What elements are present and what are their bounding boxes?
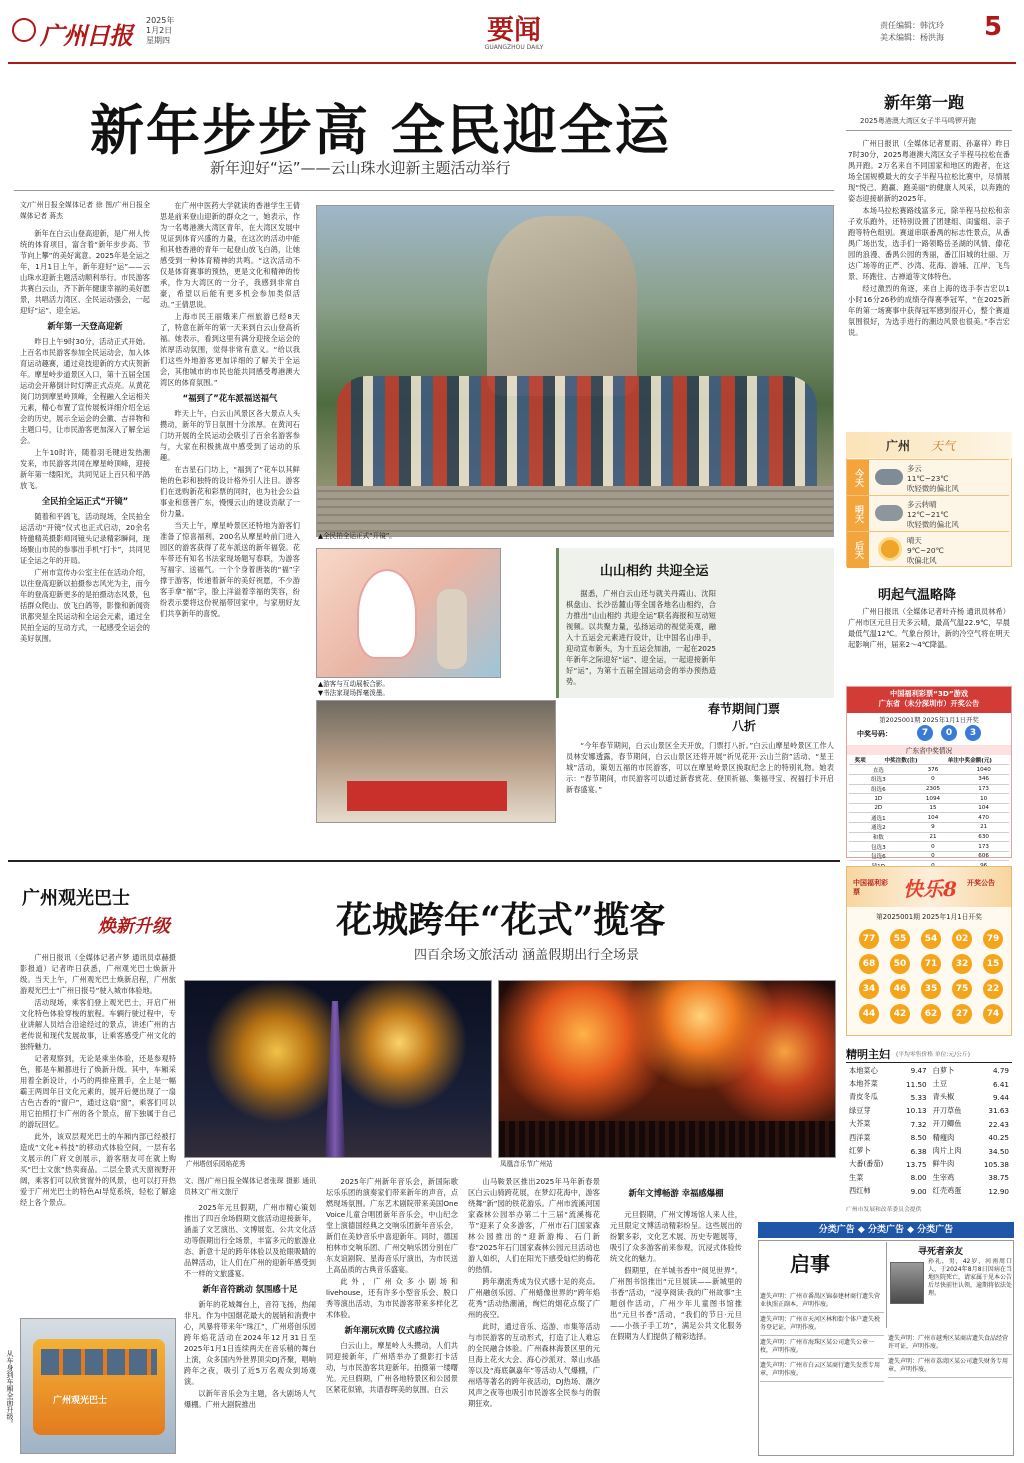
crowd-silhouette [499, 1121, 836, 1158]
missing-title: 寻死者亲友 [918, 1247, 964, 1257]
flower-paragraph: 以新年音乐会为主题，各大剧场人气爆棚。广州大剧院推出 [184, 1389, 316, 1409]
weather-row-tomorrow [847, 495, 1009, 531]
weather-text: 晴天 9℃~20℃ 吹偏北风 [907, 536, 944, 565]
veg-title: 精明主妇 [846, 1048, 890, 1061]
weather-header [846, 432, 1012, 458]
happy8-header [847, 867, 1011, 907]
bus-body [33, 1339, 165, 1435]
lead-headline: 新年步步高 全民迎全运 [90, 98, 671, 162]
lottery-table-title: 广东省中奖情况 [847, 745, 1011, 755]
veg-row: 大芥菜 7.32 开刀鲫鱼 22.43 [849, 1119, 1009, 1129]
lottery-row: 通选1 104 470 [849, 813, 1009, 823]
bus-photo [20, 1318, 176, 1454]
weather-text: 多云 11℃~23℃ 吹轻微的偏北风 [907, 464, 959, 493]
red-couplet-paper [347, 781, 507, 811]
ad-line: 遗失声明：广州市天河区林和街个体户遗失税务登记证，声明作废。 [760, 1313, 884, 1336]
lead-subhead-2: 全民拍全运正式“开镜” [41, 496, 129, 506]
weather-row-today [847, 459, 1009, 495]
happy8-brand: 中国福利彩票 [853, 879, 888, 896]
lead-paragraph: 新年在白云山登高迎新，是广州人传统的体育项目，富含着“新年步步高、节节向上攀”的美好寓意。2025年是全运之年，1月1日上午，新年迎好“运”——云山珠水迎新主题活动顺利举行。市民游客共赛白云山，齐下新年健康幸福的美好愿景，共唱活力湾区、全民运动强会，一起迎好“运”、迎全运。 [20, 229, 150, 315]
calligraphy-photo [316, 700, 556, 823]
lottery-row: 组选6 2305 173 [849, 784, 1009, 794]
happy8-ball: 42 [890, 1004, 910, 1024]
lottery-ball: 7 [917, 725, 933, 741]
flower-paragraph: 山马鞍景区推出2025年马年新春景区白云山骑跨花展，在梦幻花海中，游客绕舞“新”园的铁花游乐。广州市流溪河国家森林公园举办第二十三届“流溪梅花节”迎来了众多游客，广州市石门国家森林公园推出的“迎新游梅、石门新春”2025年石门国家森林公园元旦活动也游人如织，人们在阳光下感受灿烂的梅花的热情。 [468, 1177, 600, 1274]
lottery-draw-label: 中奖号码： [857, 730, 892, 738]
bus-column [20, 952, 176, 1312]
happy8-ball: 50 [890, 954, 910, 974]
veg-row: 绿豆芽 10.13 开刀草鱼 31.63 [849, 1105, 1009, 1116]
bus-paragraph: 广州日报讯（全媒体记者卢梦 通讯员卓赫摄影报道）记者昨日获悉，广州观光巴士焕新升级。当天上午，广州观光巴士焕新启程，广州旅游观光巴士“广州日报号”驶入城市体验地。 [20, 953, 176, 995]
happy8-ball: 55 [890, 929, 910, 949]
happy8-ball: 68 [859, 954, 879, 974]
lead-paragraph: 上午10时许，随着羽毛键迸发热潮发来，市民游客共同在摩星岭顶峰，迎接新年第一缕阳光，共同见证上百只和平鸽放飞。 [20, 448, 150, 490]
lead-paragraph: 昨天上午，白云山风景区各大景点人头攒动，新年的节日氛围十分浓厚。在黄河石门坊开展的全民运动会吸引了百余名游客参与，大家在积极挑战中感受到了运动的乐趣。 [160, 409, 300, 462]
photo-caption-1: ▲全民拍全运正式“开镜”。 [318, 532, 396, 540]
flower-subheadline: 四百余场文旅活动 涵盖假期出行全场景 [414, 948, 640, 963]
lottery-row: 包选3 0 173 [849, 842, 1009, 852]
veg-row: 西洋菜 8.50 精瘦肉 40.25 [849, 1132, 1009, 1143]
lead-paragraph: 在广州中医药大学就读的香港学生王倩思是前来登山迎新的群众之一，她表示，作为一名粤港澳大湾区青年，在大湾区发展中见证到体育兴盛的力量，在这次的活动中能和其他香港的青年一起登山放飞白鸽，让她感受到一种体育精神的共鸣。“这次活动不仅是体育赛事的预热，更是文化和精神的传承，作为大湾区的一分子，我感到非常自豪，希望以后能有更多机会参加类似活动。”王倩思说。 [160, 201, 300, 309]
veg-row: 红萝卜 6.38 肉片上肉 34.50 [849, 1146, 1009, 1156]
veg-row: 本地芥菜 11.50 土豆 6.41 [849, 1079, 1009, 1089]
lottery-row: 和数 21 630 [849, 832, 1009, 842]
lead-paragraph: 随着和平鸽飞，活动现场，全民拍全运活动“开镜”仪式也正式启动，20余名特邀精英摄影师同镜头记录精彩瞬间，现场聚山市民的参事出手机“打卡”，共同见证全运之年的开局。 [20, 512, 150, 565]
weather-day-label: 今天 [847, 460, 869, 496]
section-subtitle: GUANGZHOU DAILY [484, 44, 544, 51]
veg-row: 生菜 8.00 生宰鸡 38.75 [849, 1172, 1009, 1183]
flower-subhead-1: 新年音符跳动 氛围感十足 [202, 1284, 298, 1294]
editor-line: 责任编辑：韩沈玲 [880, 21, 944, 30]
cloud-icon [875, 505, 903, 521]
happy8-ball: 54 [921, 929, 941, 949]
sidebar-1-text: 据悉，广州白云山还与就关丹霞山、沈阳棋盘山、长沙岳麓山等全国各地名山相约，合力推出“山山相约 共迎全运”联名海报和互动短视频。以共聚力量，弘扬运动的视觉美观，融入十五运会元素进行设计，让中国名山串手，迎动宣布新头，为十五运会加油，一起在2025年新年之际迎好“运”、迎全运，一起迎接新年好“运”，为第十五届全国运动会的举办预热造势。 [566, 589, 716, 686]
veg-table [846, 1064, 1012, 1198]
bus-paragraph: 此外，该双层观光巴士的车厢内部已经被打造成“文化+科技”的移动式体验空间，一层有名文展示的广府文创展示，游客朋友可在就上购买“巴士文旅”热卖商品。二层全景式天窗视野开阔，乘客们可以欣赏窗外的风景，也可以打开热爱于广州光巴士的特色AI导览系统，轻松了解途经上各个景点。 [20, 1132, 176, 1207]
lead-subhead-1: 新年第一天登高迎新 [47, 321, 123, 331]
lead-column-2 [160, 200, 300, 840]
ad-list-right [888, 1332, 1012, 1378]
photo-caption-right: 凤凰音乐节广州站 [500, 1160, 553, 1168]
lead-paragraph: 上海市民王丽娥来广州旅游已经8天了，特意在新年的第一天来到白云山登高祈福。她表示，看到这里有满分迎接全运会的浓厚活动氛围，觉得非常有意义。“给以我们这些外地游客更加详细的了解关于全运会，其他城市的市民也能共同感受粤港澳大湾区的体育氛围。” [160, 312, 300, 387]
run-paragraph: 本场马拉松赛路线富多元，除半程马拉松和亲子欢乐跑外，还特别设置了团建组、闺蜜组、亲子跑等特色组别。赛道串联番禺的标志性景点，从番禺广场出发，选手们一路领略岳圣湖的风情、傣花园的浪漫、番禺公园的秀丽，番江旧城的壮丽、万达广场等的正严、沙湾、花海、游埔、江岸、飞鸟景、环跑住、古禅道等文体特色。 [848, 206, 1010, 281]
lead-photo-group [316, 205, 834, 537]
happy8-ball: 74 [983, 1004, 1003, 1024]
happy8-title: 快乐8 [903, 877, 957, 901]
flower-column-2 [326, 1176, 458, 1456]
sidebar-2-text: “今年春节期间，白云山景区全天开放，门票打八折。”白云山摩星岭景区工作人员林安娜透露，春节期间，白云山景区还将开展“祈见花开·云山兰韵”活动、“星王城”活动，策划五福的市民游客，可以在摩星岭景区换取纪念上的特别礼物。她表示：“春节期间，市民游客可以通过新春赏花、登顶祈福、集福寻宝、祝福打卡开启新春盛宴。” [566, 741, 834, 794]
weather-day-label: 后天 [847, 532, 869, 568]
run-paragraph: 经过激烈的角逐，来自上海的选手李吉宏以1小时16分26秒的成绩夺得赛季冠军，“在2025新年的第一场赛事中获得冠军感到很开心，整个赛道氛围很好，为选手进行的潮边风景也很美。”李吉宏说。 [848, 284, 1010, 337]
ad-line: 遗失声明：广州市越秀区某商店遗失食品经营许可证，声明作废。 [888, 1332, 1012, 1355]
happy8-ball: 22 [983, 979, 1003, 999]
happy8-ball: 75 [952, 979, 972, 999]
lottery-row: 直选 376 1040 [849, 765, 1009, 775]
happy8-ball: 62 [921, 1004, 941, 1024]
photo-caption-2a: ▲游客与互动展板合影。 [318, 680, 390, 688]
happy8-ball: 15 [983, 954, 1003, 974]
happy8-box [846, 866, 1012, 1036]
veg-row: 青皮冬瓜 5.33 青头椒 9.44 [849, 1092, 1009, 1102]
happy8-ball: 79 [983, 929, 1003, 949]
lead-byline: 文/广州日报全媒体记者 徐 图/广州日报全媒体记者 蒋杰 [20, 201, 150, 220]
weather-city: 广州 [886, 439, 911, 453]
run-subtitle: 2025粤港澳大湾区女子半马鸣锣开跑 [860, 117, 976, 125]
flower-column-1 [184, 1176, 316, 1456]
weather-headline: 明起气温略降 [878, 588, 957, 603]
ad-line: 遗失声明：广州市番禺区锦泰建材商行遗失营业执照正副本，声明作废。 [760, 1290, 884, 1313]
lottery-ball: 3 [965, 725, 981, 741]
date-line-2: 1月2日 [146, 26, 173, 35]
flower-paragraph: 此外，广州众多小剧场和livehouse，还有许多小型音乐会、脱口秀等演出活动，为市民游客带来多样化艺术体验。 [326, 1277, 458, 1319]
flower-paragraph: 白云山上，摩星岭人头攒动，人们共同迎接新年，广州塔举办了摄影打卡活动，与市民游客共迎新年。拍摄第一缕曙光。元旦假期，广州各地特景区和公园景区紧花似锦，共谱春晖美的氛围。白云 [326, 1341, 458, 1394]
visitor-figure [437, 589, 467, 669]
bus-windows [41, 1349, 157, 1375]
lottery-row: 2D 15 104 [849, 803, 1009, 813]
notice-title: 启事 [790, 1252, 830, 1276]
happy8-ball: 02 [952, 929, 972, 949]
lottery-row: 包选6 0 606 [849, 851, 1009, 861]
lottery-row: 通选2 9 21 [849, 823, 1009, 833]
photo-caption-2b: ▼书法家现场挥毫泼墨。 [318, 689, 390, 697]
sidebar-2-title: 春节期间门票八折 [707, 702, 780, 733]
happy8-ball: 35 [921, 979, 941, 999]
flower-subhead-3: 新年文博畅游 幸福感爆棚 [628, 1188, 724, 1198]
weather-day-label: 明天 [847, 496, 869, 532]
flower-paragraph: 跨年潮流秀成为仪式感十足的亮点。广州融创乐园、广州蜡像世界的“跨年焰花秀”活动热潮涌，绚烂的烟花点缀了广州的夜空。 [468, 1277, 600, 1319]
happy8-ball: 34 [859, 979, 879, 999]
flower-paragraph: 2025年元旦假期，广州市精心策划推出了四百余场假期文旅活动迎接新年，涵盖了文艺演出、文博展览、公共文化活动等假期出行全场景，丰富多元的旅游业态、新意十足的跨年体验以及抢眼吸睛的品牌活动，让人们在广州的迎新年感受到不一样的文旅盛宴。 [184, 1203, 316, 1278]
missing-person-photo [890, 1262, 924, 1304]
ads-banner: 分类广告 ◆ 分类广告 ◆ 分类广告 [758, 1222, 1014, 1238]
lottery-table: 奖项 中奖注数(注) 单注中奖金额(元) [849, 755, 1009, 765]
lottery-ball: 0 [941, 725, 957, 741]
veg-source: 广州市发展和改革委员会提供 [846, 1207, 922, 1213]
lead-paragraph: 昨日上午9时30分，活动正式开始。上百名市民游客参加全民运动会，加入体育运动趣赛，通过竞技迎新的方式庆贺新年。摩星岭步道景区入口，第十五届全国运动会开幕倒计时灯牌正式点亮。从黄花岗门坊到摩星岭顶峰，全程融入全运相关元素，精心布置了宣传展板详细介绍全运会的历史，展示全运会的会徽、吉祥物和主题口号，让市民游客更加深入了解全运会。 [20, 337, 150, 445]
mascot-photo [316, 548, 501, 678]
crowd-group [337, 376, 817, 486]
photo-caption-left: 广州塔创乐园焰花秀 [186, 1160, 246, 1168]
ad-line: 遗失声明：广州市荔湾区某公司遗失财务专用章，声明作废。 [888, 1355, 1012, 1378]
flower-column-3 [468, 1176, 600, 1456]
veg-row: 西红柿 9.00 红壳鸡蛋 12.90 [849, 1186, 1009, 1196]
designer-line: 美术编辑：杨洪海 [880, 33, 944, 42]
lead-paragraph: 广州市宣传办公室主任在活动介绍，以往登高迎新以拍摄参志风光为主，而今年的登高迎新更多的是拍摄动态风景，包括群众爬山、放飞白鸽等，影像和新闻资讯都突显全民运动和全运会元素，通过全民拍全运的互动方式，一起感受全运会的美好氛围。 [20, 568, 150, 643]
veg-row: 大番(番茄) 13.75 鲜牛肉 105.38 [849, 1159, 1009, 1169]
bus-paragraph: 活动现场，乘客们登上观光巴士，开启广州文化特色体验穿梭的旅程。车辆行驶过程中，专业讲解人员结合沿途经过的景点，讲述广州的古老传说和现代发展故事，让乘客感受广州文化的独特魅力。 [20, 998, 176, 1051]
bus-side-caption: 从车身到车厢全面升级。 [6, 1350, 14, 1427]
missing-text: 孙礼，男，42岁，河南周口人，于2024年8月8日因病在当地医院死亡，请家属于见本公告后尽快前往认领，逾期将依法处理。 [928, 1258, 1012, 1297]
cloud-icon [875, 469, 903, 485]
happy8-subtitle: 开奖公告 [967, 879, 995, 887]
flower-paragraph: 2025年广州新年音乐会，新国际歌坛乐乐团的演奏家们带来新年的声音，点燃现场氛围。广东艺术剧院带来美国One Voice儿童合唱团新年音乐会，中山纪念堂上演德国经典之交响乐团新年音乐会，新们在美妙音乐中喜迎新年。同时，德国柏林市交响乐团、广州交响乐团分别在广东友谊剧院、星海音乐厅演出，为市民送上高品质的古典音乐盛宴。 [326, 1177, 458, 1274]
paper-logo-icon [12, 18, 36, 42]
veg-row: 本地菜心 9.47 白萝卜 4.79 [849, 1065, 1009, 1076]
ad-line: 遗失声明：广州市海珠区某公司遗失公章一枚，声明作废。 [760, 1336, 884, 1359]
weather-text: 多云转晴 12℃~21℃ 吹轻微的偏北风 [907, 500, 959, 529]
happy8-ball: 27 [952, 1004, 972, 1024]
bus-paragraph: 记者观察到，无论是乘坐体验，还是参观特色，都是车厢都进行了焕新升级。其中，车厢采用着全新设计，小巧的两排座置手，全上是一幅霸王两周年日文化元素的，展开后便出现了一扇古色古香的“窗户”，通过这扇“窗”，乘客们可以用它拍照打卡广州的各个景点，留下独属于自己的游玩回忆。 [20, 1054, 176, 1129]
happy8-ball: 32 [952, 954, 972, 974]
masthead [0, 0, 1024, 70]
paper-name: 广州日报 [40, 21, 132, 50]
fireworks-photo-right [498, 980, 836, 1158]
lottery-3d-box [846, 686, 1012, 861]
date-line-1: 2025年 [146, 16, 175, 25]
lead-column-1 [20, 200, 150, 840]
sidebar-1-title: 山山相约 共迎全运 [600, 564, 709, 579]
flower-headline: 花城跨年“花式”揽客 [336, 899, 666, 941]
ad-list [760, 1290, 884, 1382]
monument-stone [487, 216, 637, 396]
lottery-table-body [849, 765, 1009, 881]
section-title: 要闻 [487, 15, 541, 46]
flower-column-4 [610, 1176, 742, 1456]
lottery-row: 1D 1094 10 [849, 794, 1009, 804]
happy8-ball: 46 [890, 979, 910, 999]
bus-slogan: 焕新升级 [98, 916, 170, 937]
lottery-header: 中国福利彩票“3D”游戏 广东省（未分深圳市）开奖公告 [847, 687, 1011, 713]
mascot-figure [357, 569, 417, 659]
lottery-row: 组选3 0 346 [849, 775, 1009, 785]
flower-paragraph: 假期里，在羊城书香中“阅见世界”。广州图书馆推出“元旦展读——新城里的书香”活动，“浸享阅读·我的广州故事”主题创作活动，广州少年儿童图书馆推出“元旦书香”活动，“我们的节日·元旦——小孩子手工坊”，满足公共文化服务在假期为人们提供了精彩选择。 [610, 1266, 742, 1341]
tower-silhouette [325, 1001, 345, 1158]
happy8-ball: 44 [859, 1004, 879, 1024]
happy8-draw: 第2025001期 2025年1月1日开奖 [876, 913, 982, 921]
weather-row-after [847, 531, 1009, 567]
happy8-ball: 77 [859, 929, 879, 949]
flower-paragraph: 新年的花城舞台上，音符飞扬，热闹非凡。作为中国烟花最大的展销和消费中心，风暴将带来年“珠江”，广州塔创乐园跨年焰花活动在2024年12月31日至2025年1月1日连续两天在音乐稍的舞台上演，众多国内外世界顶尖DJ齐聚，唱响跨年之夜，吸引了近5万名观众到场观演。 [184, 1300, 316, 1386]
ad-line: 遗失声明：广州市白云区某商行遗失发票专用章，声明作废。 [760, 1359, 884, 1382]
lead-subheadline: 新年迎好“运”——云山珠水迎新主题活动举行 [210, 159, 511, 177]
bus-photo-label: 广州观光巴士 [53, 1396, 108, 1406]
lottery-draw: 第2025001期 2025年1月1日开奖 [879, 716, 979, 724]
happy8-ball: 71 [921, 954, 941, 974]
flower-byline: 文、图/广州日报全媒体记者张琛 摄影 通讯员林文广州文旅厅 [184, 1177, 316, 1196]
stone-steps [317, 486, 834, 537]
veg-box [846, 1044, 1012, 1216]
lead-paragraph: 当天上午，摩星岭景区还特地为游客们准备了惊喜福利，200名从摩星岭前门进入园区的游客获得了花车派送的新年福袋。花车带还有知名书法家现场题写春联，为游客写福字、送福气。一个个身着唐装的“福”字撑于游客，传递着新年的美好祝愿，不少游客手拿“福”字，脸上洋溢着幸福的笑容，纷纷表示要将这份祝福带回家中，与家朋好友们共享新年的喜悦。 [160, 521, 300, 618]
flower-subhead-2: 新年潮玩欢腾 仪式感拉满 [344, 1325, 440, 1335]
bus-title: 广州观光巴士 [22, 888, 130, 909]
fireworks-photo-left [184, 980, 492, 1158]
veg-note: (平均零售价格 单位:元/公斤) [896, 1052, 971, 1058]
date-line-3: 星期四 [146, 36, 170, 45]
run-column [848, 138, 1010, 426]
weather-label: 天气 [931, 439, 956, 453]
flower-paragraph: 元旦假期，广州文博场馆人来人往，元旦限定文博活动精彩纷呈。这些展出的纷繁多彩，文化艺术展、历史专题展等，吸引了众多游客前来参观，沉浸式体验传统文化的魅力。 [610, 1210, 742, 1263]
sun-icon [881, 540, 899, 558]
run-title: 新年第一跑 [884, 93, 965, 112]
weather-text-body: 广州日报讯（全媒体记者叶卉杨 通讯员林希）广州市区元旦日天多云晴，最高气温22.9℃，早晨最低气温12℃。气象台预计，新的冷空气将在明天起影响广州，届来2～4℃降温。 [848, 607, 1010, 649]
lead-paragraph: 在吉星石门坊上，“福到了”花车以其鲜艳的色彩和独特的设计格外引人注目。游客们在选购新花和彩票的同时，也为社会公益事业和慈善广东，慢慢云山的建设贡献了一份力量。 [160, 465, 300, 518]
run-paragraph: 广州日报讯（全媒体记者夏雨、孙嘉祥）昨日7时30分，2025粤港澳大湾区女子半程马拉松在番禺开跑。2万名来自不同国家和地区的跑者，在这场全国规模最大的女子半程马拉松比赛中，尽情展现“悦己、跑赢、跑美丽”的健康人风采，以奔跑的姿态迎接崭新的2025年。 [848, 139, 1010, 203]
page-number: 5 [984, 12, 1003, 42]
flower-paragraph: 此时，通过音乐、巡游、市集等活动与市民游客的互动形式，打造了让人难忘的全民融合体验。广州森林海景区里的元旦海上花火大会、海心沙派对、翠山水晶等以及“海底飙嘉年”等活动人气爆棚，广州塔等著名的跨年夜活动，DJ热场、潮汐风声之夜等也吸引市民游客全民参与的假期狂欢。 [468, 1322, 600, 1408]
lead-subhead-3: “福到了”花车派福送福气 [182, 393, 278, 403]
